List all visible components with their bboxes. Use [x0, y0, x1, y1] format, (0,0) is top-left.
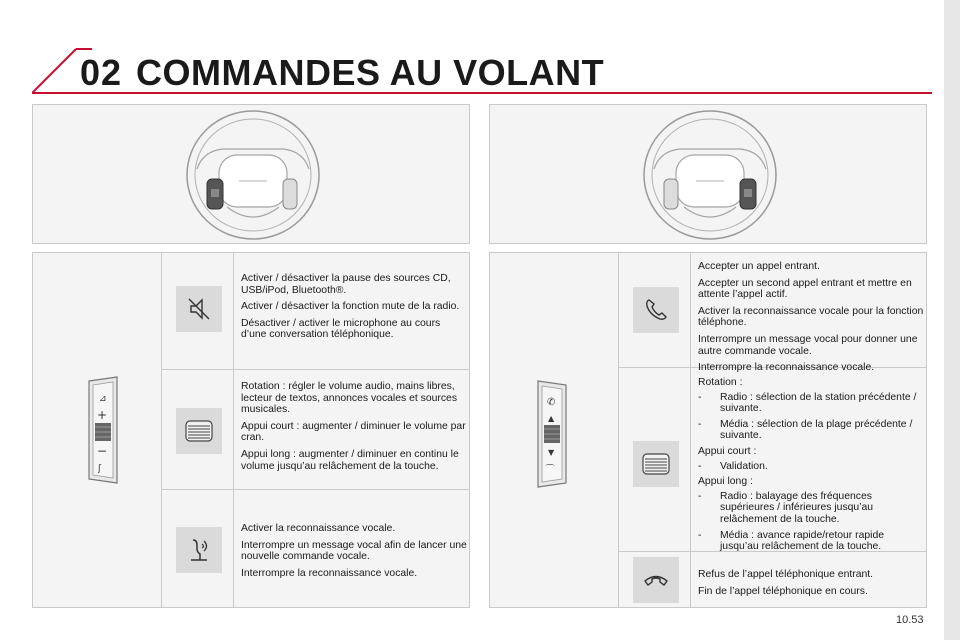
bullet-dash: -	[698, 418, 702, 430]
left-row1-para-1: Activer / désactiver la pause des sources CD, USB/iPod, Bluetooth®.	[241, 273, 451, 296]
left-row3-para-1: Activer la reconnaissance vocale.	[241, 523, 396, 534]
page-number: 10.53	[896, 614, 924, 626]
svg-text:▲: ▲	[548, 414, 555, 423]
svg-text:⊿: ⊿	[99, 394, 107, 404]
left-row3-para-3: Interrompre la reconnaissance vocale.	[241, 567, 418, 579]
right-row1-para-5: Interrompre la reconnaissance vocale.	[698, 362, 875, 374]
right-row1-para-3: Activer la reconnaissance vocale pour la fonction téléphone.	[698, 305, 924, 329]
left-row3-para-2: Interrompre un message vocal afin de lancer une nouvelle commande vocale.	[241, 539, 467, 563]
right-row1-para-4: Interrompre un message vocal pour donner une autre commande vocale.	[698, 333, 918, 357]
right-control-cluster-image	[532, 379, 572, 489]
voice-command-icon	[176, 527, 222, 573]
bullet-dash: -	[698, 460, 702, 472]
left-controls-table	[32, 252, 470, 608]
left-row2-para-1: Rotation : régler le volume audio, mains libres, lecteur de textos, annonces vocales et sources musicales.	[241, 381, 458, 416]
bullet-text: Média : sélection de la plage précédente / suivante.	[720, 418, 913, 442]
steering-wheel-right-image	[640, 107, 780, 243]
svg-text:ʃ: ʃ	[98, 464, 102, 474]
row-divider	[162, 489, 469, 490]
left-row2-text	[241, 381, 467, 477]
phone-answer-icon	[633, 287, 679, 333]
bullet-text: Média : avance rapide/retour rapide jusqu’au relâchement de la touche.	[720, 529, 885, 553]
page-margin-bar	[944, 0, 960, 640]
bullet-dash: -	[698, 391, 702, 403]
long-press-bullet-2	[698, 530, 924, 553]
right-control-image-column	[490, 253, 619, 607]
short-press-label: Appui court :	[698, 445, 757, 457]
thumbwheel-icon	[176, 408, 222, 454]
svg-text:−: −	[97, 444, 108, 458]
svg-text:⌒: ⌒	[545, 465, 555, 476]
thumbwheel-icon	[633, 441, 679, 487]
left-row1-para-2: Activer / désactiver la fonction mute de la radio.	[241, 301, 460, 313]
page-title: COMMANDES AU VOLANT	[136, 52, 605, 93]
right-row1-para-2: Accepter un second appel entrant et mettre en attente l’appel actif.	[698, 277, 912, 301]
steering-wheel-left-image	[183, 107, 323, 243]
right-row2-text	[698, 377, 924, 557]
left-row2-para-3: Appui long : augmenter / diminuer en continu le volume jusqu’au relâchement de la touche.	[241, 448, 459, 472]
bullet-text: Radio : sélection de la station précédente / suivante.	[720, 391, 917, 415]
left-row3-text	[241, 523, 467, 584]
steering-wheel-right-panel	[489, 104, 927, 244]
left-control-cluster-image	[83, 375, 123, 485]
right-row3-para-2: Fin de l’appel téléphonique en cours.	[698, 585, 868, 597]
right-row1-text	[698, 261, 924, 379]
long-press-bullet-1	[698, 491, 924, 526]
bullet-text: Validation.	[720, 460, 768, 472]
rotation-bullet-1	[698, 392, 924, 415]
bullet-dash: -	[698, 490, 702, 502]
right-row1-para-1: Accepter un appel entrant.	[698, 261, 820, 272]
chapter-number: 02	[80, 52, 123, 93]
svg-text:✆: ✆	[547, 397, 556, 408]
right-controls-table	[489, 252, 927, 608]
mute-speaker-icon	[176, 286, 222, 332]
right-row3-text	[698, 569, 924, 602]
left-row1-text	[241, 273, 467, 346]
rotation-bullet-2	[698, 419, 924, 442]
svg-text:+: +	[97, 408, 108, 422]
svg-text:▼: ▼	[548, 448, 555, 457]
bullet-dash: -	[698, 529, 702, 541]
bullet-text: Radio : balayage des fréquences supérieures / inférieures jusqu’au relâchement de la touche.	[720, 490, 874, 525]
row-divider	[162, 369, 469, 370]
left-control-image-column	[33, 253, 162, 607]
short-press-bullet-1	[698, 461, 924, 473]
phone-hangup-icon	[633, 557, 679, 603]
rotation-label: Rotation :	[698, 377, 743, 388]
right-row3-para-1: Refus de l’appel téléphonique entrant.	[698, 569, 874, 580]
left-row2-para-2: Appui court : augmenter / diminuer le volume par cran.	[241, 420, 466, 444]
left-row1-para-3: Désactiver / activer le microphone au cours d’une conversation téléphonique.	[241, 317, 441, 341]
long-press-label: Appui long :	[698, 476, 753, 488]
steering-wheel-left-panel	[32, 104, 470, 244]
